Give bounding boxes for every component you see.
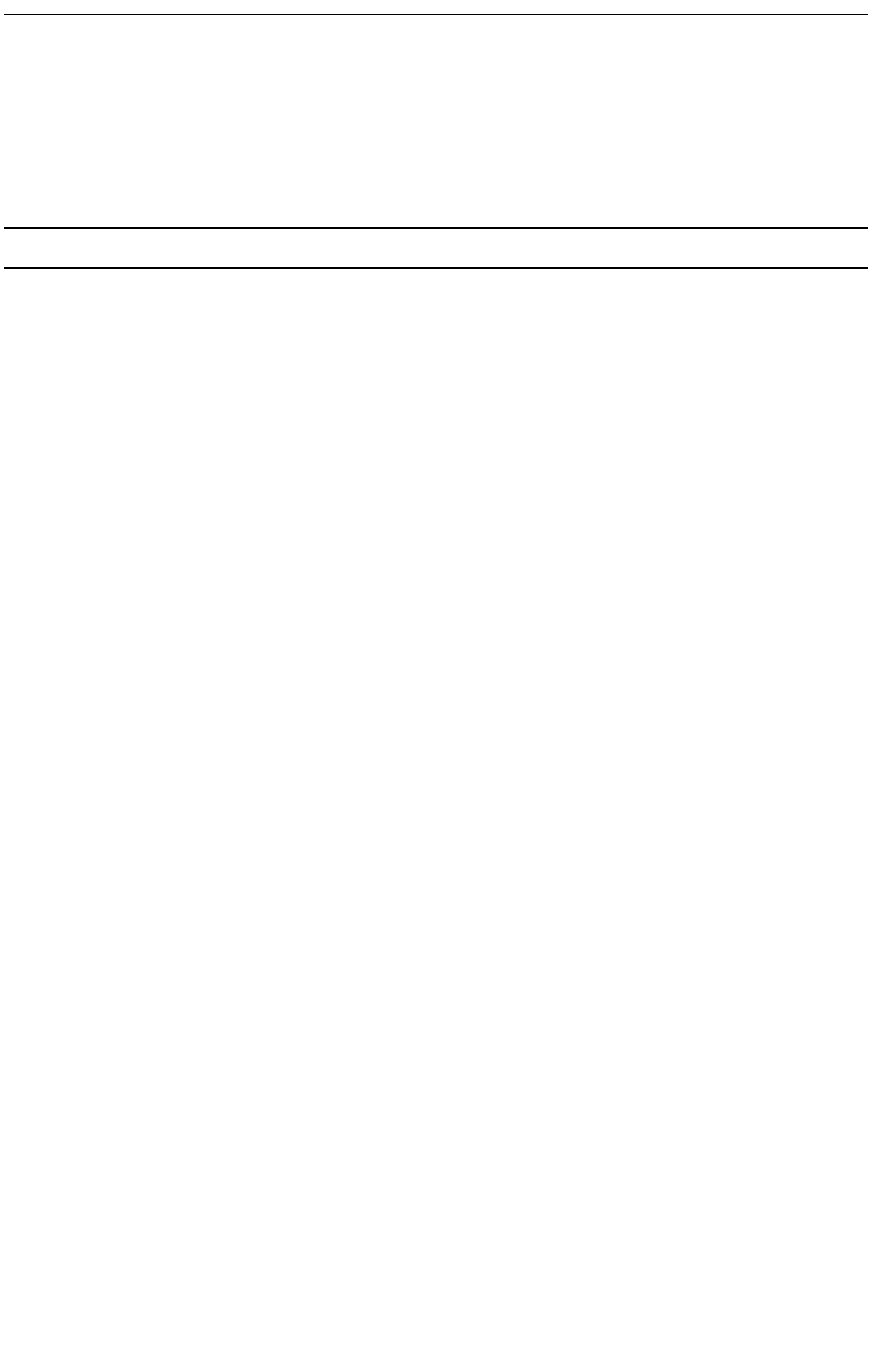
help-wanted-section (4, 14, 868, 229)
dateline (4, 2, 868, 14)
home-service-guide-banner (4, 229, 868, 269)
banner-title (4, 229, 868, 231)
service-guide-columns (4, 269, 868, 1364)
